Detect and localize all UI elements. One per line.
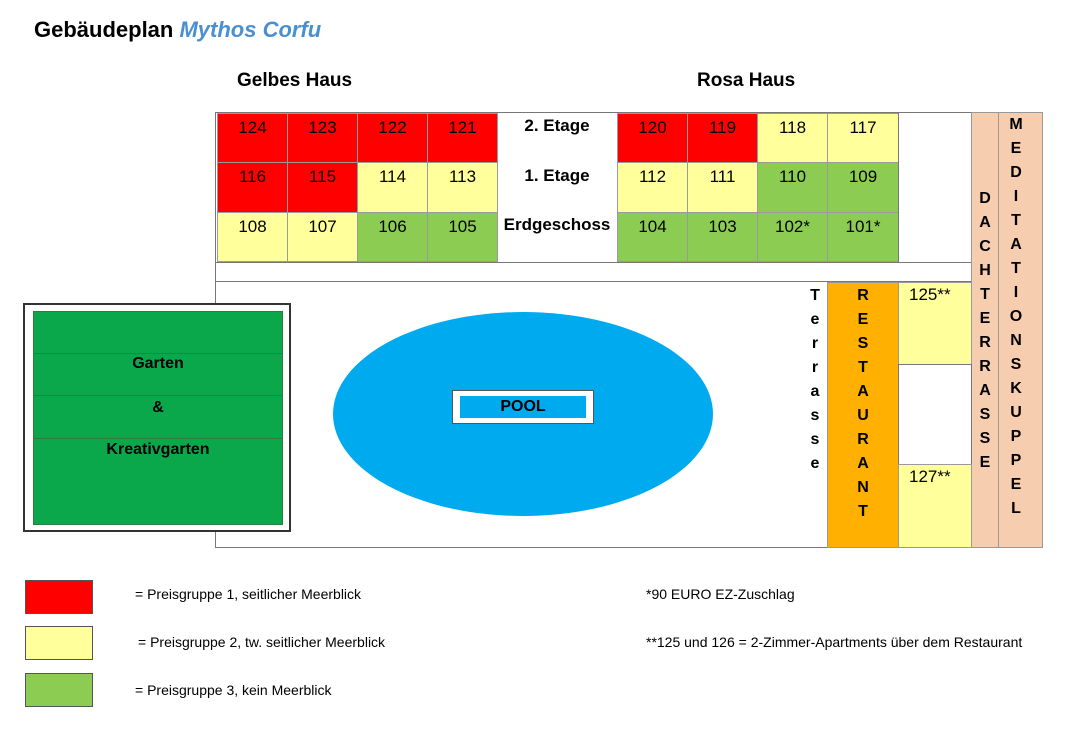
floor-label-1: 1. Etage	[524, 166, 590, 185]
meditationskuppel-letter: M	[1009, 116, 1023, 133]
legend-text-group3: = Preisgruppe 3, kein Meerblick	[135, 682, 332, 698]
meditationskuppel-letter: D	[1010, 164, 1022, 181]
restaurant-letter: A	[857, 383, 869, 400]
room-113: 113	[427, 162, 498, 213]
restaurant-label	[853, 284, 873, 524]
room-101: 101*	[827, 212, 899, 262]
room-105: 105	[427, 212, 498, 262]
terrasse-letter: s	[810, 407, 820, 424]
meditationskuppel-letter: T	[1011, 260, 1021, 277]
garden-divider-2	[33, 438, 283, 439]
note-single-supplement: *90 EURO EZ-Zuschlag	[646, 586, 795, 602]
dachterrasse-letter: T	[980, 286, 990, 303]
terrasse-letter: r	[811, 335, 819, 352]
dachterrasse-letter: E	[979, 454, 991, 471]
room-108: 108	[217, 212, 288, 262]
terrasse-letter: s	[810, 431, 820, 448]
legend-text-group1: = Preisgruppe 1, seitlicher Meerblick	[135, 586, 362, 602]
floor-label-ground: Erdgeschoss	[503, 215, 611, 234]
garden-label-2: &	[152, 399, 164, 416]
dachterrasse-letter: D	[979, 190, 991, 207]
room-121: 121	[427, 113, 498, 163]
legend-swatch-group3	[25, 673, 93, 707]
terrasse-label	[805, 284, 825, 476]
meditationskuppel-letter: N	[1010, 332, 1022, 349]
dachterrasse-letter: S	[979, 430, 991, 447]
dachterrasse-label	[975, 187, 995, 475]
room-123: 123	[287, 113, 358, 163]
meditationskuppel-letter: K	[1010, 380, 1022, 397]
meditationskuppel-letter: P	[1010, 452, 1022, 469]
dachterrasse-letter: E	[979, 310, 991, 327]
meditationskuppel-letter: T	[1011, 212, 1021, 229]
room-110: 110	[757, 162, 828, 213]
garden-area	[33, 311, 283, 525]
meditationskuppel-letter: I	[1013, 284, 1019, 301]
terrasse-letter: e	[810, 455, 820, 472]
meditationskuppel-letter: U	[1010, 404, 1022, 421]
room-103: 103	[687, 212, 758, 262]
dachterrasse-letter: A	[979, 382, 991, 399]
room-117: 117	[827, 113, 899, 163]
room-112: 112	[617, 162, 688, 213]
meditationskuppel-letter: E	[1010, 140, 1022, 157]
middle-right-area	[898, 364, 972, 465]
meditationskuppel-letter: I	[1013, 188, 1019, 205]
restaurant-letter: R	[857, 431, 869, 448]
restaurant-letter: A	[857, 455, 869, 472]
dachterrasse-letter: C	[979, 238, 991, 255]
upper-right-area	[898, 112, 972, 263]
room-107: 107	[287, 212, 358, 262]
title-brand: Mythos Corfu	[179, 17, 322, 42]
garden-label-3: Kreativgarten	[106, 441, 210, 458]
pool-label: POOL	[460, 396, 586, 418]
meditationskuppel-letter: O	[1009, 308, 1023, 325]
room-124: 124	[217, 113, 288, 163]
title-prefix: Gebäudeplan	[34, 17, 174, 42]
room-125: 125**	[898, 282, 972, 365]
restaurant-letter: E	[857, 311, 869, 328]
room-114: 114	[357, 162, 428, 213]
room-104: 104	[617, 212, 688, 262]
restaurant-letter: R	[857, 287, 869, 304]
room-122: 122	[357, 113, 428, 163]
meditationskuppel-letter: P	[1010, 428, 1022, 445]
meditationskuppel-letter: L	[1011, 500, 1021, 517]
dachterrasse-letter: A	[979, 214, 991, 231]
meditationskuppel-letter: E	[1010, 476, 1022, 493]
room-109: 109	[827, 162, 899, 213]
dachterrasse-letter: R	[979, 358, 991, 375]
dachterrasse-letter: H	[979, 262, 991, 279]
dachterrasse-letter: R	[979, 334, 991, 351]
legend-swatch-group2	[25, 626, 93, 660]
terrasse-letter: e	[810, 311, 820, 328]
garden-label-1: Garten	[132, 355, 184, 372]
restaurant-letter: S	[857, 335, 869, 352]
room-115: 115	[287, 162, 358, 213]
room-127: 127**	[898, 464, 972, 548]
room-116: 116	[217, 162, 288, 213]
room-111: 111	[687, 162, 758, 213]
house-label-pink: Rosa Haus	[697, 70, 796, 91]
dachterrasse-letter: S	[979, 406, 991, 423]
floor-label-2: 2. Etage	[524, 116, 590, 135]
house-label-yellow: Gelbes Haus	[237, 70, 353, 91]
room-119: 119	[687, 113, 758, 163]
terrasse-letter: r	[811, 359, 819, 376]
restaurant-letter: N	[857, 479, 869, 496]
room-106: 106	[357, 212, 428, 262]
meditationskuppel-letter: A	[1010, 236, 1022, 253]
restaurant-letter: T	[858, 359, 868, 376]
room-118: 118	[757, 113, 828, 163]
note-apartments: **125 und 126 = 2-Zimmer-Apartments über dem Restaurant	[646, 634, 1023, 650]
room-102: 102*	[757, 212, 828, 262]
legend-swatch-group1	[25, 580, 93, 614]
room-120: 120	[617, 113, 688, 163]
terrasse-letter: a	[810, 383, 820, 400]
corridor-strip	[215, 262, 972, 282]
page-title	[34, 17, 321, 43]
meditationskuppel-label	[1006, 113, 1026, 521]
legend-text-group2: = Preisgruppe 2, tw. seitlicher Meerblick	[138, 634, 386, 650]
terrasse-letter: T	[810, 287, 820, 304]
restaurant-letter: T	[858, 503, 868, 520]
restaurant-letter: U	[857, 407, 869, 424]
meditationskuppel-letter: S	[1010, 356, 1022, 373]
